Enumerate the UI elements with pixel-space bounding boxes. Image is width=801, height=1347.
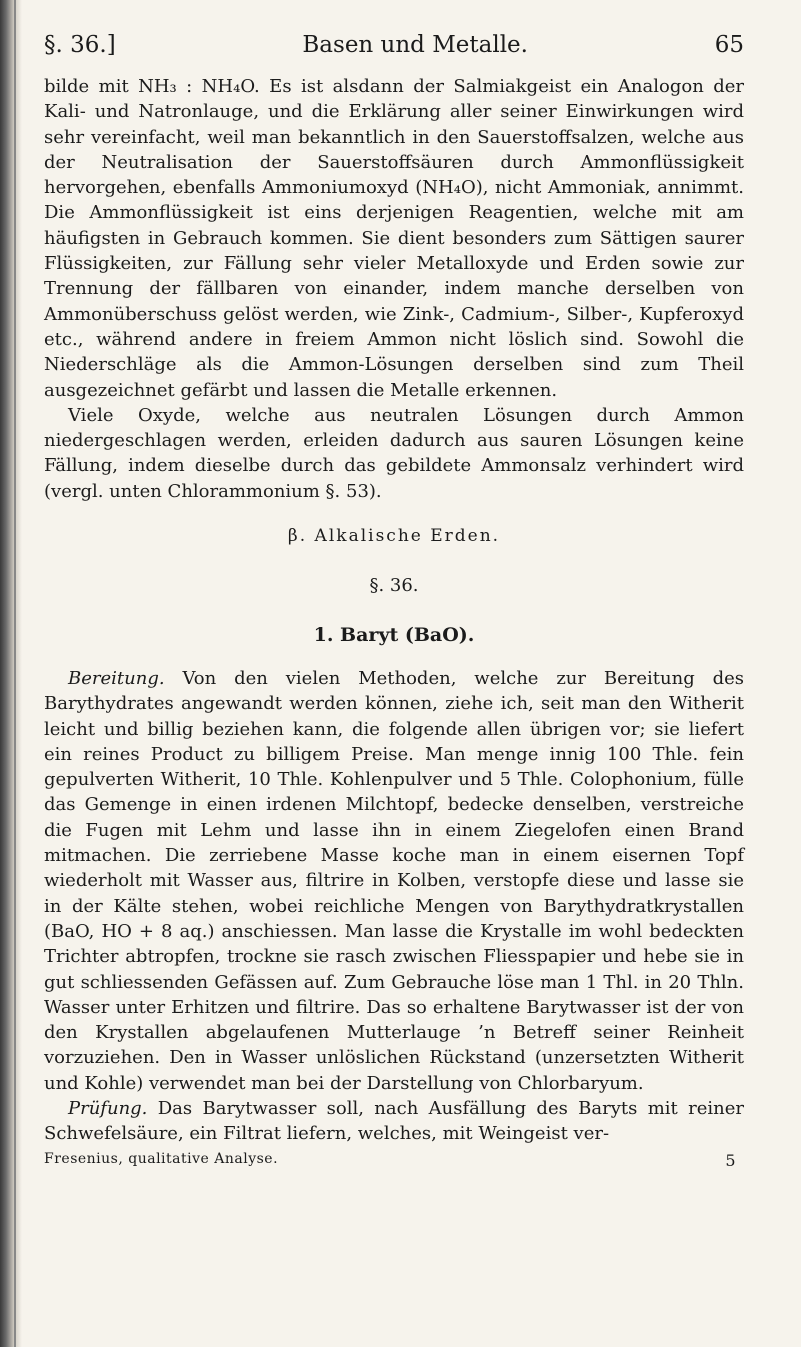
book-page <box>44 32 744 1170</box>
bereitung-label: Bereitung. <box>68 667 165 689</box>
subsection-heading: β. Alkalische Erden. <box>287 526 501 547</box>
running-header <box>44 32 744 58</box>
header-title: Basen und Metalle. <box>302 32 528 58</box>
paragraph-pruefung <box>44 1096 744 1147</box>
paragraph-1: bilde mit NH₃ : NH₄O. Es ist alsdann der Salmiakgeist ein Analogon der Kali- und Natronlauge, und die Erklärung aller seiner Einwirkungen wird sehr vereinfacht, weil man bekanntlich in den Sauerstoffsalzen, welche aus der Neutralisation der Sauerstoffsäuren durch Ammonflüssigkeit hervorgehen, ebenfalls Ammoniumoxyd (NH₄O), nicht Ammoniak, annimmt. Die Ammonflüssigkeit ist eins derjenigen Reagentien, welche mit am häufigsten in Gebrauch kommen. Sie dient besonders zum Sättigen saurer Flüssigkeiten, zur Fällung sehr vieler Metalloxyde und Erden sowie zur Trennung der fällbaren von einander, indem manche derselben von Ammonüberschuss gelöst werden, wie Zink-, Cadmium-, Silber-, Kupferoxyd etc., während andere in freiem Ammon nicht löslich sind. Sowohl die Niederschläge als die Ammon-Lösungen derselben sind zum Theil ausgezeichnet gefärbt und lassen die Metalle erkennen. <box>44 76 744 401</box>
pruefung-text: Das Barytwasser soll, nach Ausfällung des Baryts mit reiner Schwefelsäure, ein Filtrat liefern, welches, mit Weingeist ver- <box>44 1097 744 1145</box>
page-gutter-shadow <box>0 0 22 1347</box>
header-section: §. 36.] <box>44 32 116 58</box>
pruefung-label: Prüfung. <box>68 1097 148 1119</box>
paragraph-2: Viele Oxyde, welche aus neutralen Lösungen durch Ammon niedergeschlagen werden, erleiden dadurch aus sauren Lösungen keine Fällung, indem dieselbe durch das gebildete Ammonsalz verhindert wird (vergl. unten Chlorammonium §. 53). <box>44 404 744 502</box>
paragraph-bereitung <box>44 666 744 1096</box>
bereitung-text: Von den vielen Methoden, welche zur Bereitung des Barythydrates angewandt werden können, ziehe ich, seit man den Witherit leicht und billig beziehen kann, die folgende allen übrigen vor; sie liefert ein reines Product zu billigem Preise. Man menge innig 100 Thle. fein gepulverten Witherit, 10 Thle. Kohlenpulver und 5 Thle. Colophonium, fülle das Gemenge in einen irdenen Milchtopf, bedecke denselben, verstreiche die Fugen mit Lehm und lasse ihn in einem Ziegelofen einen Brand mitmachen. Die zerriebene Masse koche man in einem eisernen Topf wiederholt mit Wasser aus, filtrire in Kolben, verstopfe diese und lasse sie in der Kälte stehen, wobei reichliche Mengen von Barythydratkrystallen (BaO, HO + 8 aq.) anschiessen. Man lasse die Krystalle im wohl bedeckten Trichter abtropfen, trockne sie rasch zwischen Fliesspapier und hebe sie in gut schliessenden Gefässen auf. Zum Gebrauche löse man 1 Thl. in 20 Thln. Wasser unter Erhitzen und filtrire. Das so erhaltene Barytwasser ist der von den Krystallen abgelaufenen Mutterlauge ’n Betreff seiner Reinheit vorzuziehen. Den in Wasser unlöslichen Rückstand (unzersetzten Witherit und Kohle) verwendet man bei der Darstellung von Chlorbaryum. <box>44 667 744 1094</box>
binding-edge <box>14 0 16 1347</box>
item-heading: 1. Baryt (BaO). <box>313 623 475 646</box>
footer-author: Fresenius, qualitative Analyse. <box>44 1150 279 1167</box>
header-page-number: 65 <box>714 32 744 58</box>
page-footer <box>44 1151 744 1170</box>
footer-signature: 5 <box>725 1150 736 1170</box>
section-number: §. 36. <box>369 575 419 597</box>
